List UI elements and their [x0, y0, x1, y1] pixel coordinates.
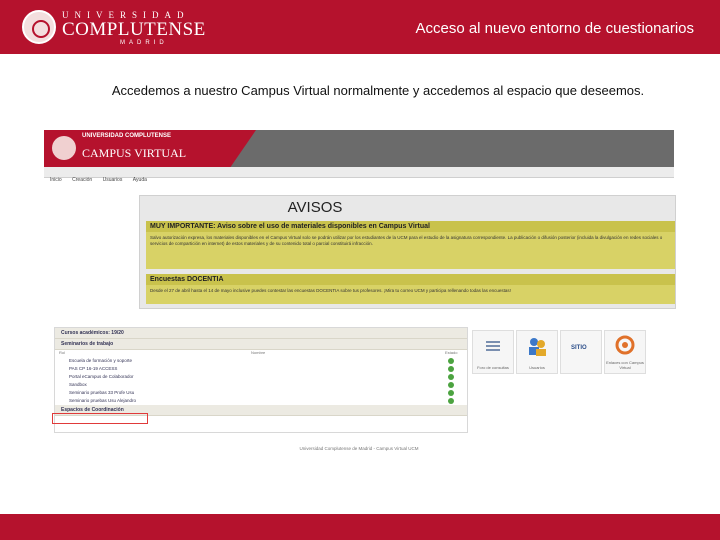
- courses-coordination-header[interactable]: Espacios de Coordinación: [55, 405, 467, 416]
- course-row[interactable]: Sandbox: [55, 381, 467, 389]
- logo-bottom-text: MADRID: [120, 40, 168, 46]
- course-row[interactable]: Portal eCampus de Colaborador: [55, 373, 467, 381]
- aviso-docentia-title: Encuestas DOCENTIA: [146, 274, 675, 285]
- status-ok-icon: [448, 382, 454, 388]
- status-ok-icon: [448, 398, 454, 404]
- list-icon: [473, 331, 513, 361]
- logo-main-text: COMPLUTENSE: [62, 19, 206, 40]
- aviso-docentia: [146, 274, 675, 304]
- campus-nav: [44, 167, 674, 183]
- nav-usuarios[interactable]: Usuarios: [102, 177, 123, 183]
- aviso-docentia-text: Desde el 27 de abril hasta el 14 de mayo inclusive puedes contestar las encuestas DOCENTIA sobre tus profesores. ¡Mira tu correo UCM y participa rellenando todas las encuestas!: [150, 288, 511, 293]
- campus-univ-text: UNIVERSIDAD COMPLUTENSE: [82, 133, 172, 139]
- status-ok-icon: [448, 374, 454, 380]
- nav-inicio[interactable]: Inicio: [50, 177, 62, 183]
- campus-virtual-screenshot: [44, 130, 674, 460]
- course-row[interactable]: PAS CP 16-19 ACCESS: [55, 365, 467, 373]
- university-seal-icon: [22, 10, 56, 44]
- status-ok-icon: [448, 366, 454, 372]
- courses-column-headers: [55, 350, 467, 357]
- highlight-box: [52, 413, 148, 424]
- campus-seal-icon: [52, 136, 76, 160]
- tile-usuarios[interactable]: Usuarios: [516, 330, 558, 374]
- logo-top-text: UNIVERSIDAD: [62, 10, 190, 20]
- users-icon: [517, 331, 557, 361]
- aviso-important-text: Salvo autorización expresa, los materiales disponibles en el Campus Virtual solo se podrán utilizar por los estudiantes de la UCM para el estudio de la asignatura correspondiente. La publicación o difusión posterior (incluida la divulgación en redes sociales o servicios de compartición en internet) de estos materiales y de su contenido total o parcial constituirá infracción.: [150, 235, 663, 246]
- aviso-important-title: MUY IMPORTANTE: Aviso sobre el uso de materiales disponibles en Campus Virtual: [146, 221, 675, 232]
- course-row-highlighted[interactable]: Seminario pruebas Usu Alejandro: [55, 397, 467, 405]
- courses-year-header[interactable]: Cursos académicos: 19/20: [55, 328, 467, 339]
- tile-enlaces[interactable]: Enlaces con Campus Virtual: [604, 330, 646, 374]
- tile-sitio[interactable]: SITIO: [560, 330, 602, 374]
- avisos-title: AVISOS: [287, 199, 343, 216]
- col-estado: Estado: [445, 350, 458, 355]
- course-row[interactable]: Escuela de formación y soporte: [55, 357, 467, 365]
- avisos-panel: [139, 195, 676, 309]
- nav-ayuda[interactable]: Ayuda: [132, 177, 147, 183]
- courses-seminar-header[interactable]: Seminarios de trabajo: [55, 339, 467, 350]
- col-rol: Rol: [59, 350, 66, 355]
- campus-header: [44, 130, 674, 167]
- col-nombre: Nombre: [251, 350, 266, 355]
- campus-footer: Universidad Complutense de Madrid - Campus Virtual UCM: [299, 446, 419, 451]
- aviso-important: [146, 221, 675, 269]
- status-ok-icon: [448, 358, 454, 364]
- nav-creacion[interactable]: Creación: [72, 177, 93, 183]
- slide-title: Acceso al nuevo entorno de cuestionarios: [415, 20, 694, 37]
- campus-title: CAMPUS VIRTUAL: [82, 146, 187, 160]
- slide-description: Accedemos a nuestro Campus Virtual normalmente y accedemos al espacio que deseemos.: [111, 83, 645, 98]
- course-row[interactable]: Seminario pruebas 33 Profe Usu: [55, 389, 467, 397]
- tile-foro[interactable]: Foro de consultas: [472, 330, 514, 374]
- status-ok-icon: [448, 390, 454, 396]
- top-banner: [0, 0, 720, 54]
- link-icon: [605, 331, 645, 361]
- bottom-banner: [0, 514, 720, 540]
